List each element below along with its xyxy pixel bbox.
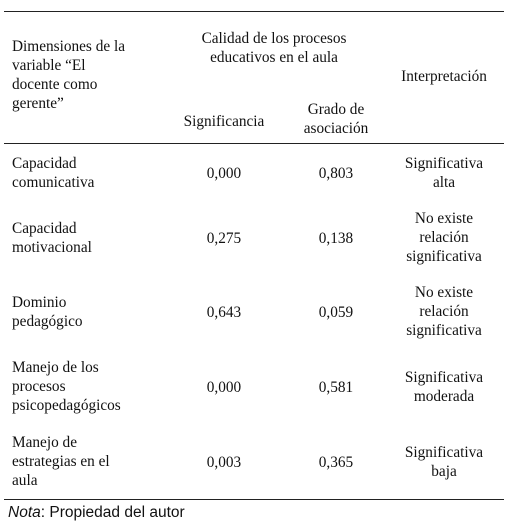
row-significance: 0,275: [206, 230, 242, 247]
row-association: 0,803: [318, 165, 354, 182]
header-interpretation: Interpretación: [401, 68, 487, 85]
row-dimension: Capacidad comunicativa: [12, 155, 95, 191]
header-significance: Significancia: [183, 113, 265, 130]
row-significance: 0,000: [206, 165, 242, 182]
header-dimension: Dimensiones de la variable “El docente como gerente”: [12, 38, 126, 112]
row-association: 0,581: [318, 379, 354, 396]
row-interpretation: Significativa baja: [404, 444, 484, 480]
row-significance: 0,000: [206, 379, 242, 396]
row-interpretation: No existe relación significativa: [406, 210, 482, 265]
row-dimension: Manejo de los procesos psicopedagógicos: [12, 359, 121, 414]
row-interpretation: Significativa moderada: [404, 369, 484, 405]
row-significance: 0,643: [206, 304, 242, 321]
note-label: Nota: [8, 504, 41, 521]
note-text: : Propiedad del autor: [40, 504, 185, 521]
row-dimension: Capacidad motivacional: [12, 220, 92, 256]
row-interpretation: Significativa alta: [404, 155, 484, 191]
row-association: 0,365: [318, 454, 354, 471]
row-dimension: Dominio pedagógico: [12, 294, 83, 330]
row-significance: 0,003: [206, 454, 242, 471]
row-interpretation: No existe relación significativa: [406, 284, 482, 339]
table-note: [8, 503, 185, 523]
row-association: 0,138: [318, 230, 354, 247]
header-group: Calidad de los procesos educativos en el aula: [201, 30, 347, 66]
table-top-rule: [4, 11, 504, 12]
header-association: Grado de asociación: [303, 101, 369, 137]
row-association: 0,059: [318, 304, 354, 321]
row-dimension: Manejo de estrategias en el aula: [12, 434, 110, 489]
table-bottom-rule: [4, 499, 504, 500]
header-bottom-rule: [4, 143, 504, 144]
